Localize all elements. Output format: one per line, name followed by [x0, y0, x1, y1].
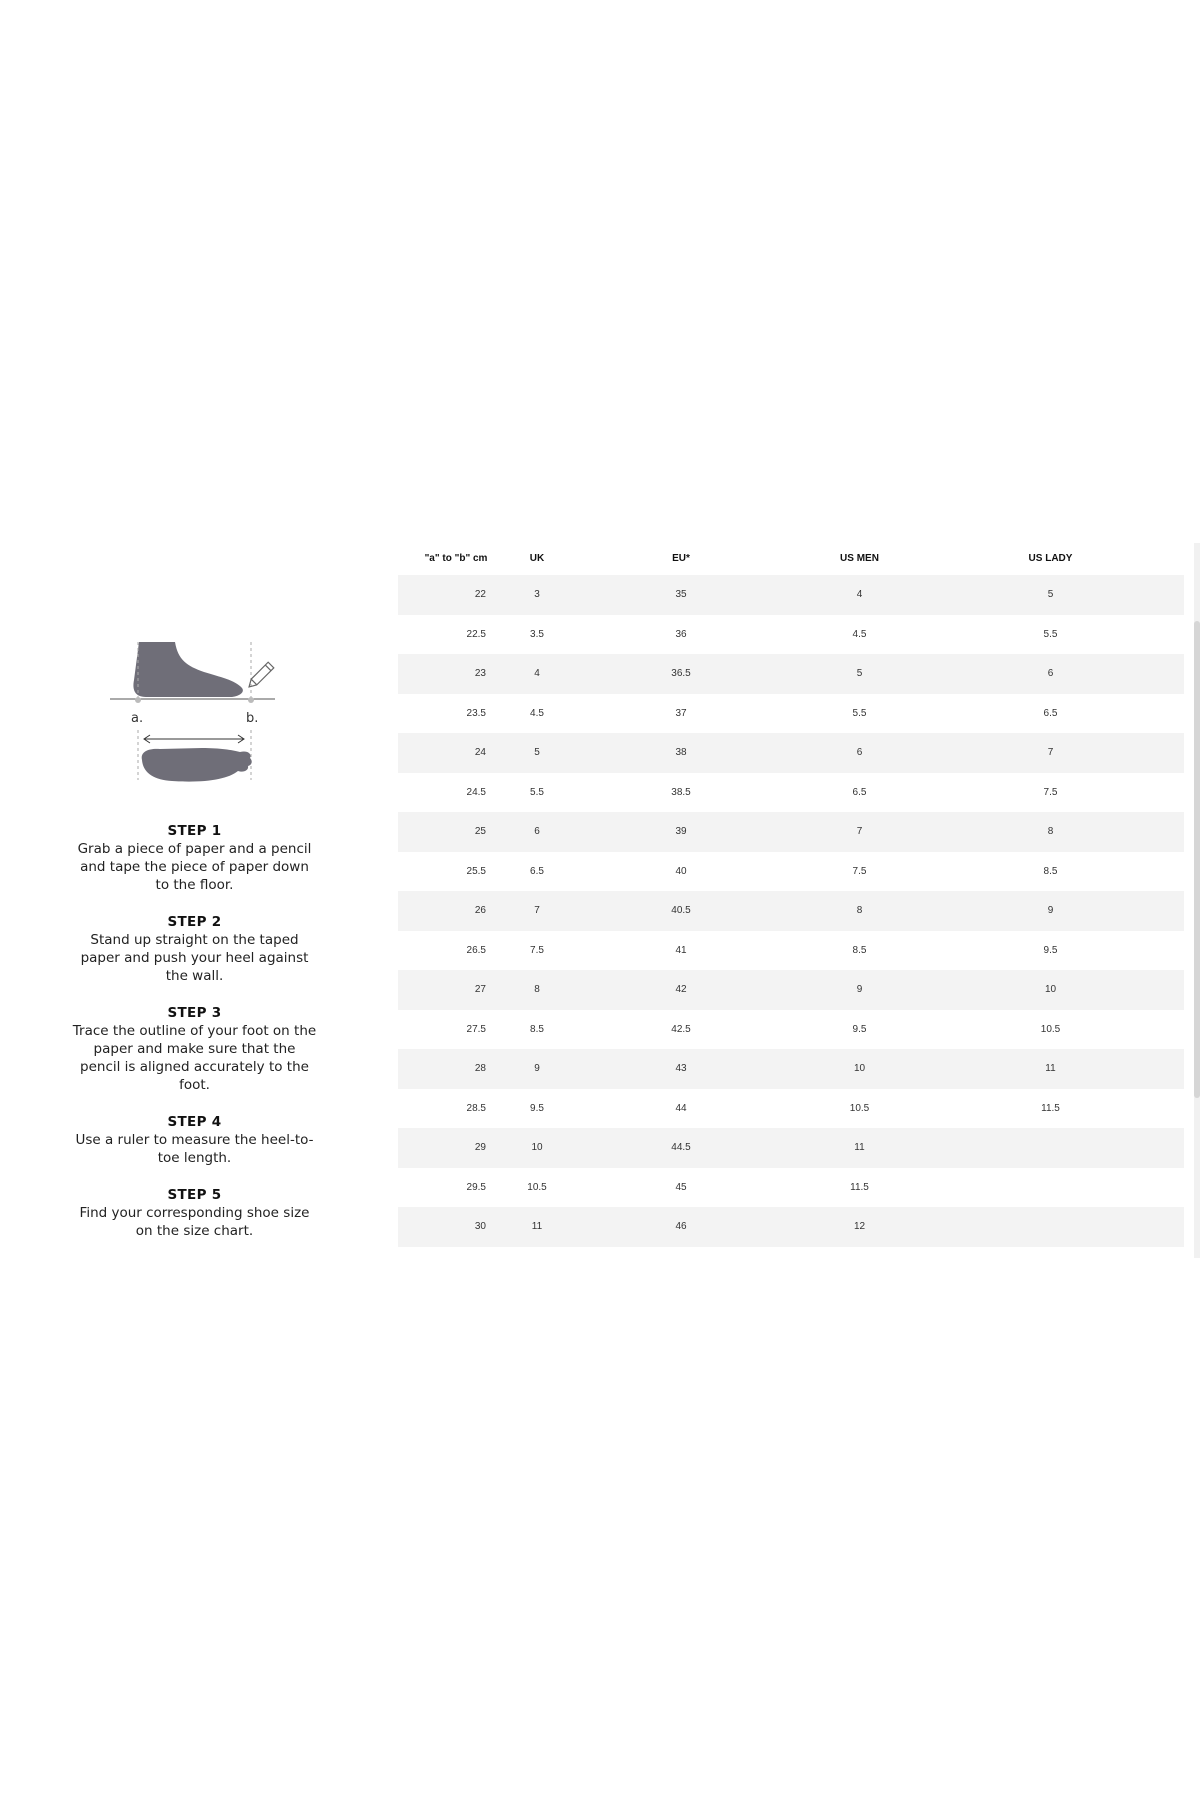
- cell-us-lady: 10.5: [1040, 1023, 1061, 1035]
- cell-cm: 29.5: [466, 1181, 486, 1193]
- point-b-label: b.: [246, 711, 259, 726]
- cell-eu: 40: [675, 865, 687, 877]
- cell-us-lady: 7.5: [1043, 786, 1058, 798]
- pencil-icon: [246, 662, 274, 690]
- cell-us-men: 6: [856, 747, 863, 759]
- cell-cm: 23.5: [466, 707, 486, 719]
- cell-cm: 27.5: [466, 1023, 486, 1035]
- cell-uk: 6.5: [530, 865, 544, 877]
- step-4: [72, 1113, 317, 1167]
- cell-uk: 7.5: [530, 944, 544, 956]
- cell-eu: 44.5: [671, 1142, 691, 1154]
- step-text: Find your corresponding shoe size on the size chart.: [79, 1205, 310, 1239]
- cell-eu: 40.5: [671, 905, 691, 917]
- scrollbar[interactable]: [1194, 543, 1200, 1258]
- cell-eu: 35: [675, 589, 687, 601]
- cell-cm: 28: [474, 1063, 486, 1075]
- cell-eu: 36.5: [671, 668, 691, 680]
- point-a-marker: [135, 697, 141, 703]
- cell-us-men: 11: [854, 1142, 865, 1154]
- cell-eu: 43: [675, 1063, 687, 1075]
- cell-us-men: 8.5: [852, 944, 867, 956]
- double-arrow-icon: [144, 735, 244, 743]
- cell-eu: 36: [675, 628, 687, 640]
- cell-us-lady: 6: [1047, 668, 1054, 680]
- cell-us-lady: 8: [1047, 826, 1054, 838]
- cell-us-lady: 6.5: [1043, 707, 1058, 719]
- cell-eu: 41: [675, 944, 687, 956]
- cell-uk: 6: [534, 826, 540, 838]
- step-1: [72, 822, 317, 894]
- step-list: [72, 822, 317, 1240]
- step-title: STEP 3: [167, 1005, 222, 1021]
- point-a-label: a.: [131, 711, 144, 726]
- table-header-row: [398, 541, 1184, 575]
- header-eu: EU*: [672, 552, 690, 564]
- table-body: [398, 575, 1184, 1247]
- cell-us-men: 4.5: [852, 628, 867, 640]
- cell-us-men: 8: [856, 905, 863, 917]
- cell-us-men: 5.5: [852, 707, 867, 719]
- cell-eu: 38.5: [671, 786, 691, 798]
- header-us-lady: US LADY: [1028, 552, 1073, 564]
- cell-us-men: 6.5: [852, 786, 867, 798]
- step-title: STEP 1: [167, 823, 222, 839]
- cell-uk: 8: [534, 984, 540, 996]
- table-row: [398, 615, 1184, 655]
- measuring-guide: [72, 630, 317, 1259]
- step-title: STEP 4: [167, 1114, 222, 1130]
- header-uk: UK: [529, 552, 545, 564]
- step-text: Use a ruler to measure the heel-to-toe length.: [75, 1132, 314, 1166]
- cell-uk: 3.5: [530, 628, 544, 640]
- cell-us-lady: 11: [1045, 1063, 1056, 1075]
- cell-us-men: 4: [856, 589, 863, 601]
- cell-eu: 44: [675, 1102, 687, 1114]
- foot-illustration: [72, 630, 317, 800]
- table-row: [398, 575, 1184, 615]
- cell-us-lady: 11.5: [1041, 1102, 1060, 1114]
- table-row: [398, 1049, 1184, 1089]
- cell-us-lady: 7: [1047, 747, 1054, 759]
- step-text: Trace the outline of your foot on the paper and make sure that the pencil is aligned accurately to the foot.: [72, 1023, 317, 1093]
- cell-eu: 46: [675, 1221, 687, 1233]
- cell-eu: 39: [675, 826, 687, 838]
- step-2: [72, 913, 317, 985]
- table-row: [398, 733, 1184, 773]
- cell-uk: 9: [534, 1063, 540, 1075]
- step-text: Stand up straight on the taped paper and push your heel against the wall.: [80, 932, 309, 984]
- cell-uk: 3: [534, 589, 540, 601]
- cell-uk: 5.5: [530, 786, 544, 798]
- cell-cm: 22.5: [466, 628, 486, 640]
- table-row: [398, 812, 1184, 852]
- cell-uk: 10: [531, 1142, 543, 1154]
- header-us-men: US MEN: [840, 552, 879, 564]
- cell-cm: 23: [474, 668, 486, 680]
- foot-measure-diagram: [72, 630, 317, 800]
- cell-eu: 45: [675, 1181, 687, 1193]
- cell-us-men: 5: [856, 668, 863, 680]
- cell-us-lady: 9: [1047, 905, 1054, 917]
- table-row: [398, 852, 1184, 892]
- table-row: [398, 1168, 1184, 1208]
- cell-cm: 22: [474, 589, 486, 601]
- cell-us-lady: 8.5: [1043, 865, 1058, 877]
- cell-us-men: 9.5: [852, 1023, 867, 1035]
- cell-cm: 25.5: [466, 865, 486, 877]
- step-text: Grab a piece of paper and a pencil and tape the piece of paper down to the floor.: [77, 841, 312, 893]
- table-row: [398, 1128, 1184, 1168]
- scrollbar-thumb[interactable]: [1194, 621, 1200, 1098]
- cell-eu: 37: [675, 707, 687, 719]
- cell-us-men: 11.5: [850, 1181, 869, 1193]
- cell-cm: 29: [474, 1142, 486, 1154]
- cell-uk: 11: [531, 1221, 543, 1233]
- cell-us-men: 10.5: [849, 1102, 870, 1114]
- foot-top-view: [142, 748, 252, 782]
- cell-us-lady: 9.5: [1043, 944, 1058, 956]
- table-row: [398, 891, 1184, 931]
- point-b-marker: [248, 697, 254, 703]
- cell-us-men: 12: [853, 1221, 866, 1233]
- cell-eu: 42: [675, 984, 687, 996]
- cell-uk: 5: [534, 747, 540, 759]
- cell-uk: 9.5: [530, 1102, 544, 1114]
- cell-cm: 30: [474, 1221, 486, 1233]
- cell-uk: 7: [534, 905, 540, 917]
- foot-side-view: [133, 642, 242, 697]
- step-title: STEP 5: [167, 1187, 222, 1203]
- cell-uk: 10.5: [527, 1181, 547, 1193]
- cell-us-lady: 5: [1047, 589, 1054, 601]
- size-chart-table: [398, 541, 1184, 1247]
- cell-cm: 25: [474, 826, 486, 838]
- cell-uk: 4: [534, 668, 540, 680]
- table-row: [398, 1089, 1184, 1129]
- step-title: STEP 2: [167, 914, 222, 930]
- cell-eu: 38: [675, 747, 687, 759]
- table-row: [398, 1010, 1184, 1050]
- cell-cm: 24.5: [466, 786, 486, 798]
- table-row: [398, 694, 1184, 734]
- cell-eu: 42.5: [671, 1023, 691, 1035]
- cell-cm: 27: [474, 984, 486, 996]
- cell-us-men: 7.5: [852, 865, 867, 877]
- table-row: [398, 654, 1184, 694]
- cell-us-men: 9: [856, 984, 863, 996]
- cell-cm: 26: [474, 905, 486, 917]
- cell-cm: 28.5: [466, 1102, 486, 1114]
- step-5: [72, 1186, 317, 1240]
- step-3: [72, 1004, 317, 1094]
- cell-us-lady: 5.5: [1043, 628, 1058, 640]
- table-row: [398, 773, 1184, 813]
- cell-us-men: 7: [856, 826, 863, 838]
- header-cm: "a" to "b" cm: [424, 552, 488, 564]
- cell-cm: 24: [474, 747, 486, 759]
- cell-uk: 8.5: [530, 1023, 544, 1035]
- cell-us-men: 10: [853, 1063, 866, 1075]
- cell-us-lady: 10: [1044, 984, 1057, 996]
- table-row: [398, 970, 1184, 1010]
- table-row: [398, 1207, 1184, 1247]
- table-row: [398, 931, 1184, 971]
- cell-uk: 4.5: [530, 707, 544, 719]
- cell-cm: 26.5: [466, 944, 486, 956]
